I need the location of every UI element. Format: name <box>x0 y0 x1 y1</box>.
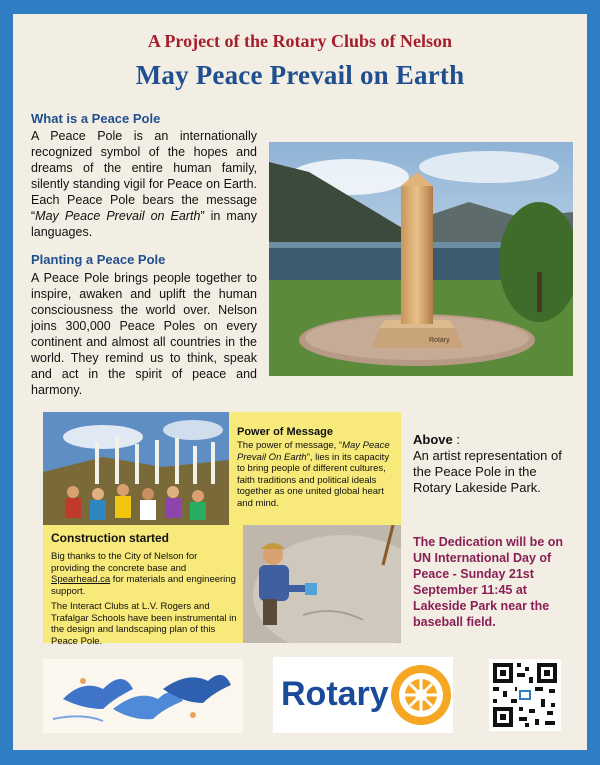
above-caption <box>413 432 573 496</box>
poster <box>13 14 587 750</box>
above-colon: : <box>452 432 460 447</box>
pole-engraving: Rotary <box>429 337 450 344</box>
what-heading: What is a Peace Pole <box>31 111 161 126</box>
group-photo <box>43 412 229 525</box>
power-heading: Power of Message <box>237 426 333 438</box>
planting-text: A Peace Pole brings people together to inspire, awaken and uplift the human consciousness the world over. Nelson joins 300,000 Peace Poles on every continent and almost all countries in the world. They remind us to think, speak and act in the spirit of peace and harmony. <box>31 271 257 397</box>
power-of-message-box <box>229 412 401 525</box>
spearhead-link[interactable]: Spearhead.ca <box>51 574 111 585</box>
doves-illustration <box>43 659 243 733</box>
above-text: An artist representation of the Peace Pole in the Rotary Lakeside Park. <box>413 448 562 495</box>
construction-text-b: for materials and engineering support. <box>51 574 236 597</box>
what-text <box>31 128 257 240</box>
project-subtitle: A Project of the Rotary Clubs of Nelson <box>147 31 453 51</box>
power-text-b: ”, lies in its capacity to bring people of different cultures, faith traditions and political ideals together as one united global heart and mind. <box>237 451 390 509</box>
qr-code[interactable] <box>489 659 561 731</box>
what-text-a: A Peace Pole is an internationally recognized symbol of the hopes and dreams of the entire human family, silently standing vigil for Peace on Earth. Each Peace Pole bears the message “ <box>31 129 257 223</box>
what-text-b: ” in many languages. <box>31 209 257 239</box>
dedication-text: The Dedication will be on UN International Day of Peace - Sunday 21st September 11:45 at Lakeside Park near the baseball field. <box>413 535 564 629</box>
concrete-photo <box>243 525 401 643</box>
above-label: Above <box>413 432 453 447</box>
construction-box <box>43 525 243 647</box>
rotary-logo <box>273 657 453 733</box>
construction-text <box>51 551 237 597</box>
what-text-em: May Peace Prevail on Earth <box>35 209 201 223</box>
poster-title: May Peace Prevail on Earth <box>135 60 465 90</box>
construction-heading: Construction started <box>51 531 170 545</box>
rotary-wheel-icon <box>389 663 453 727</box>
power-text <box>237 440 395 509</box>
peace-pole-rendering <box>269 142 573 376</box>
construction-text-2: The Interact Clubs at L.V. Rogers and Trafalgar Schools have been instrumental in the design and landscaping plan of this Peace Pole. <box>51 601 237 647</box>
power-text-em: May Peace Prevail On Earth <box>237 440 390 463</box>
rotary-wordmark: Rotary <box>281 675 389 713</box>
planting-heading: Planting a Peace Pole <box>31 252 166 267</box>
construction-text-a: Big thanks to the City of Nelson for providing the concrete base and <box>51 551 198 574</box>
power-text-a: The power of message, “ <box>237 440 343 451</box>
